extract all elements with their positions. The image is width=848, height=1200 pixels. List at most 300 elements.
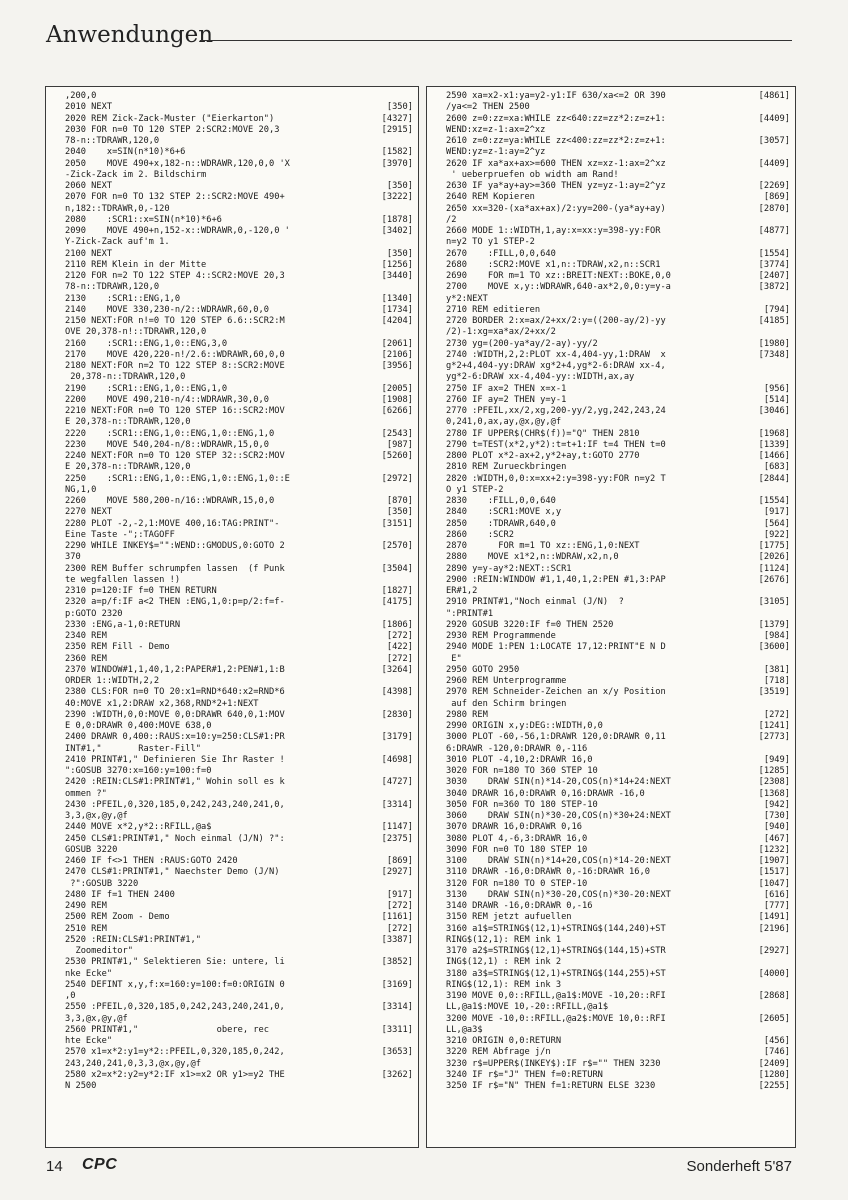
- checksum: [987]: [386, 439, 413, 450]
- code-line: [65, 339, 413, 350]
- code-text: 3000 PLOT -60,-56,1:DRAWR 120,0:DRAWR 0,11: [446, 732, 666, 743]
- code-line: [65, 530, 413, 541]
- code-text: hte Ecke": [65, 1036, 113, 1046]
- code-text: 2340 REM: [65, 631, 107, 641]
- code-text: Y-Zick-Zack auf'm 1.: [65, 237, 170, 248]
- code-line: [446, 305, 790, 316]
- code-line: [446, 1025, 790, 1036]
- code-line: [65, 114, 413, 125]
- code-text: 2710 REM editieren: [446, 304, 541, 315]
- code-line: [446, 125, 790, 136]
- code-text: 2480 IF f=1 THEN 2400: [65, 889, 175, 900]
- code-line: [446, 766, 790, 777]
- code-text: WEND:xz=z-1:ax=2^xz: [446, 124, 546, 135]
- code-line: [65, 1014, 413, 1025]
- code-line: [65, 912, 413, 923]
- checksum: [3504]: [381, 563, 413, 574]
- code-line: [446, 192, 790, 203]
- code-line: [65, 969, 413, 980]
- code-line: [65, 541, 413, 552]
- checksum: [4409]: [758, 158, 790, 169]
- checksum: [4000]: [758, 968, 790, 979]
- checksum: [2868]: [758, 991, 790, 1001]
- code-line: [65, 991, 413, 1002]
- code-line: [446, 530, 790, 541]
- code-text: 3150 REM jetzt aufuellen: [446, 912, 572, 923]
- code-line: [446, 294, 790, 305]
- code-line: [446, 552, 790, 563]
- code-line: [65, 620, 413, 631]
- code-text: 3110 DRAWR -16,0:DRAWR 0,-16:DRAWR 16,0: [446, 867, 650, 878]
- code-line: [65, 800, 413, 811]
- code-line: [65, 980, 413, 991]
- checksum: [4727]: [381, 777, 413, 788]
- code-text: 2350 REM Fill - Demo: [65, 642, 170, 653]
- checksum: [2005]: [381, 383, 413, 394]
- code-line: [65, 710, 413, 721]
- checksum: [3057]: [758, 136, 790, 146]
- code-text: 3050 FOR n=360 TO 180 STEP-10: [446, 799, 598, 810]
- checksum: [456]: [763, 1036, 790, 1046]
- checksum: [869]: [763, 192, 790, 203]
- code-line: [65, 159, 413, 170]
- code-line: [65, 856, 413, 867]
- code-text: ER#1,2: [446, 586, 478, 596]
- code-line: [446, 282, 790, 293]
- code-line: [65, 350, 413, 361]
- code-line: [446, 597, 790, 608]
- checksum: [3402]: [381, 226, 413, 236]
- code-line: [65, 1070, 413, 1081]
- checksum: [3852]: [381, 957, 413, 968]
- code-text: 2060 NEXT: [65, 181, 113, 191]
- code-text: 2380 CLS:FOR n=0 TO 20:x1=RND*640:x2=RND*6: [65, 687, 285, 698]
- code-line: [65, 687, 413, 698]
- code-text: ,200,0: [65, 91, 97, 101]
- magazine-logo: CPC: [82, 1156, 118, 1173]
- checksum: [3151]: [381, 518, 413, 529]
- code-text: 2440 MOVE x*2,y*2::RFILL,@a$: [65, 822, 212, 833]
- checksum: [3169]: [381, 979, 413, 990]
- code-line: [446, 890, 790, 901]
- checksum: [2106]: [381, 349, 413, 360]
- code-text: 2530 PRINT#1," Selektieren Sie: untere, li: [65, 957, 285, 968]
- code-text: yg*2-6:DRAW xx-4,404-yy::WIDTH,ax,ay: [446, 372, 635, 383]
- code-line: [446, 429, 790, 440]
- code-text: 2680 :SCR2:MOVE x1,n::TDRAW,x2,n::SCR1: [446, 259, 661, 270]
- code-line: [446, 249, 790, 260]
- code-line: [446, 417, 790, 428]
- code-text: 2330 :ENG,a-1,0:RETURN: [65, 619, 181, 630]
- code-text: 6:DRAWR -120,0:DRAWR 0,-116: [446, 743, 588, 754]
- checksum: [1339]: [758, 439, 790, 450]
- code-text: 2860 :SCR2: [446, 529, 514, 540]
- checksum: [1379]: [758, 619, 790, 630]
- code-text: 2120 FOR n=2 TO 122 STEP 4::SCR2:MOVE 20,3: [65, 271, 285, 281]
- checksum: [2255]: [758, 1081, 790, 1091]
- checksum: [350]: [386, 181, 413, 191]
- code-text: 2490 REM: [65, 901, 107, 911]
- code-line: [65, 462, 413, 473]
- checksum: [4204]: [381, 316, 413, 326]
- checksum: [2407]: [758, 271, 790, 281]
- code-line: [446, 687, 790, 698]
- code-text: 3,3,@x,@y,@f: [65, 1013, 128, 1024]
- code-text: 3140 DRAWR -16,0:DRAWR 0,-16: [446, 901, 593, 911]
- checksum: [870]: [386, 496, 413, 506]
- checksum: [3387]: [381, 934, 413, 945]
- code-text: auf den Schirm bringen: [446, 698, 567, 709]
- code-line: [65, 451, 413, 462]
- code-text: 370: [65, 552, 81, 563]
- code-text: n=y2 TO y1 STEP-2: [446, 237, 535, 248]
- code-line: [65, 732, 413, 743]
- checksum: [922]: [763, 529, 790, 540]
- code-text: 2750 IF ax=2 THEN x=x-1: [446, 383, 567, 394]
- code-text: 2920 GOSUB 3220:IF f=0 THEN 2520: [446, 619, 614, 630]
- code-text: 2180 NEXT:FOR n=2 TO 122 STEP 8::SCR2:MOVE: [65, 361, 285, 371]
- code-line: [446, 372, 790, 383]
- code-text: 2630 IF ya*ay+ay>=360 THEN yz=yz-1:ay=2^yz: [446, 181, 666, 191]
- code-text: NG,1,0: [65, 484, 97, 495]
- checksum: [272]: [386, 631, 413, 641]
- code-text: E 0,0:DRAWR 0,400:MOVE 638,0: [65, 721, 212, 731]
- checksum: [4398]: [381, 687, 413, 698]
- code-line: [65, 1047, 413, 1058]
- code-text: 2390 :WIDTH,0,0:MOVE 0,0:DRAWR 640,0,1:MOV: [65, 709, 285, 720]
- checksum: [984]: [763, 631, 790, 641]
- code-line: [65, 834, 413, 845]
- code-text: 2870 FOR m=1 TO xz::ENG,1,0:NEXT: [446, 541, 640, 551]
- code-text: 2190 :SCR1::ENG,1,0::ENG,1,0: [65, 383, 228, 394]
- code-line: [65, 372, 413, 383]
- code-line: [446, 777, 790, 788]
- code-line: [65, 440, 413, 451]
- code-text: 3250 IF r$="N" THEN f=1:RETURN ELSE 3230: [446, 1081, 656, 1091]
- code-text: 3210 ORIGIN 0,0:RETURN: [446, 1036, 562, 1046]
- code-line: [446, 800, 790, 811]
- code-text: 20,378-n::TDRAWR,120,0: [65, 372, 186, 383]
- code-line: [65, 496, 413, 507]
- checksum: [616]: [763, 889, 790, 900]
- code-line: [446, 440, 790, 451]
- checksum: [6266]: [381, 406, 413, 416]
- code-text: 2310 p=120:IF f=0 THEN RETURN: [65, 586, 217, 596]
- code-line: [446, 789, 790, 800]
- code-text: 2020 REM Zick-Zack-Muster ("Eierkarton"): [65, 113, 275, 124]
- code-text: 2090 MOVE 490+n,152-x::WDRAWR,0,-120,0 ': [65, 226, 290, 236]
- code-line: [446, 991, 790, 1002]
- code-text: 2930 REM Programmende: [446, 631, 556, 641]
- checksum: [272]: [386, 923, 413, 934]
- code-text: 2650 xx=320-(xa*ax+ax)/2:yy=200-(ya*ay+ay): [446, 203, 666, 214]
- code-text: ":PRINT#1: [446, 608, 494, 619]
- checksum: [2676]: [758, 574, 790, 585]
- code-line: [446, 1047, 790, 1058]
- checksum: [730]: [763, 811, 790, 821]
- code-line: [65, 901, 413, 912]
- code-text: 0,241,0,ax,ay,@x,@y,@f: [446, 417, 562, 428]
- checksum: [4698]: [381, 754, 413, 765]
- checksum: [1147]: [381, 822, 413, 833]
- code-line: [446, 485, 790, 496]
- code-text: 2880 MOVE x1*2,n::WDRAW,x2,n,0: [446, 552, 619, 563]
- code-text: n,182::TDRAWR,0,-120: [65, 203, 170, 214]
- code-text: 2420 :REIN:CLS#1:PRINT#1," Wohin soll es k: [65, 777, 285, 788]
- code-text: 2620 IF xa*ax+ax>=600 THEN xz=xz-1:ax=2^xz: [446, 158, 666, 169]
- code-line: [65, 1081, 413, 1092]
- code-line: [446, 170, 790, 181]
- code-text: 2640 REM Kopieren: [446, 192, 535, 203]
- code-text: 3120 FOR n=180 TO 0 STEP-10: [446, 878, 588, 889]
- code-line: [65, 766, 413, 777]
- code-text: 2290 WHILE INKEY$="":WEND::GMODUS,0:GOTO 2: [65, 541, 285, 551]
- code-text: 3080 PLOT 4,-6,3:DRAWR 16,0: [446, 833, 588, 844]
- code-line: [446, 901, 790, 912]
- code-text: E 20,378-n::TDRAWR,120,0: [65, 462, 191, 473]
- checksum: [350]: [386, 102, 413, 113]
- checksum: [683]: [763, 462, 790, 473]
- code-text: 2990 ORIGIN x,y:DEG::WIDTH,0,0: [446, 721, 603, 731]
- code-line: [446, 699, 790, 710]
- checksum: [2308]: [758, 777, 790, 788]
- code-line: [65, 474, 413, 485]
- checksum: [3311]: [381, 1024, 413, 1035]
- code-line: [65, 822, 413, 833]
- checksum: [2844]: [758, 473, 790, 484]
- code-text: 3220 REM Abfrage j/n: [446, 1047, 551, 1058]
- code-line: [65, 744, 413, 755]
- checksum: [746]: [763, 1047, 790, 1058]
- code-line: [65, 957, 413, 968]
- code-line: [65, 867, 413, 878]
- code-line: [446, 732, 790, 743]
- code-line: [65, 564, 413, 575]
- checksum: [2605]: [758, 1013, 790, 1024]
- code-line: [65, 597, 413, 608]
- header-rule: [200, 40, 792, 41]
- code-line: [446, 755, 790, 766]
- code-line: [446, 721, 790, 732]
- code-line: [65, 417, 413, 428]
- code-line: [446, 710, 790, 721]
- code-text: te wegfallen lassen !): [65, 574, 181, 585]
- code-line: [65, 879, 413, 890]
- code-line: [446, 204, 790, 215]
- code-text: 2110 REM Klein in der Mitte: [65, 259, 207, 270]
- checksum: [350]: [386, 507, 413, 518]
- code-text: 2040 x=SIN(n*10)*6+6: [65, 147, 186, 158]
- code-text: 2300 REM Buffer schrumpfen lassen (f Punk: [65, 563, 285, 574]
- code-text: 2890 y=y-ay*2:NEXT::SCR1: [446, 563, 572, 574]
- code-line: [446, 564, 790, 575]
- code-text: N 2500: [65, 1081, 97, 1091]
- checksum: [777]: [763, 901, 790, 911]
- checksum: [2409]: [758, 1058, 790, 1069]
- code-line: [65, 642, 413, 653]
- checksum: [2915]: [381, 124, 413, 135]
- listing-lines-right: [427, 87, 795, 1092]
- checksum: [2972]: [381, 473, 413, 484]
- code-line: [446, 631, 790, 642]
- code-line: [65, 575, 413, 586]
- code-text: 2460 IF f<>1 THEN :RAUS:GOTO 2420: [65, 856, 238, 866]
- code-text: ?":GOSUB 3220: [65, 878, 139, 889]
- checksum: [3264]: [381, 664, 413, 675]
- code-line: [446, 327, 790, 338]
- code-text: 78-n::TDRAWR,120,0: [65, 282, 160, 293]
- code-line: [446, 1002, 790, 1013]
- checksum: [1368]: [758, 788, 790, 799]
- code-text: Eine Taste -";:TAGOFF: [65, 529, 175, 540]
- code-text: 2250 :SCR1::ENG,1,0::ENG,1,0::ENG,1,0::E: [65, 473, 290, 484]
- code-line: [446, 406, 790, 417]
- checksum: [1827]: [381, 586, 413, 596]
- code-text: 2740 :WIDTH,2,2:PLOT xx-4,404-yy,1:DRAW x: [446, 349, 666, 360]
- code-text: ING$(12,1) : REM ink 2: [446, 957, 562, 968]
- code-text: RING$(12,1): REM ink 1: [446, 934, 562, 945]
- checksum: [942]: [763, 799, 790, 810]
- code-line: [65, 935, 413, 946]
- checksum: [3314]: [381, 799, 413, 810]
- checksum: [467]: [763, 833, 790, 844]
- code-line: [65, 305, 413, 316]
- checksum: [350]: [386, 248, 413, 259]
- code-line: [65, 294, 413, 305]
- code-text: 2960 REM Unterprogramme: [446, 676, 567, 686]
- checksum: [2830]: [381, 709, 413, 720]
- code-text: 2320 a=p/f:IF a<2 THEN :ENG,1,0:p=p/2:f=f-: [65, 597, 285, 608]
- checksum: [2570]: [381, 541, 413, 551]
- code-text: LL,@a1$:MOVE 10,-20::RFILL,@a1$: [446, 1002, 609, 1013]
- code-line: [446, 912, 790, 923]
- code-line: [446, 474, 790, 485]
- code-line: [65, 654, 413, 665]
- checksum: [3653]: [381, 1047, 413, 1058]
- code-text: 2050 MOVE 490+x,182-n::WDRAWR,120,0,0 'X: [65, 158, 290, 169]
- checksum: [3222]: [381, 192, 413, 203]
- code-text: 2450 CLS#1:PRINT#1," Noch einmal (J/N) ?":: [65, 833, 285, 844]
- code-text: p:GOTO 2320: [65, 608, 123, 619]
- code-line: [446, 316, 790, 327]
- code-text: 2070 FOR n=0 TO 132 STEP 2::SCR2:MOVE 490+: [65, 192, 285, 203]
- code-line: [446, 451, 790, 462]
- code-text: 2820 :WIDTH,0,0:x=xx+2:y=398-yy:FOR n=y2 T: [446, 473, 666, 484]
- code-text: 2700 MOVE x,y::WDRAWR,640-ax*2,0,0:y=y-a: [446, 282, 671, 293]
- code-line: [446, 744, 790, 755]
- code-text: 2260 MOVE 580,200-n/16::WDRAWR,15,0,0: [65, 496, 275, 506]
- code-line: [446, 496, 790, 507]
- code-line: [446, 586, 790, 597]
- code-line: [446, 1036, 790, 1047]
- code-line: [65, 777, 413, 788]
- code-text: 2210 NEXT:FOR n=0 TO 120 STEP 16::SCR2:MOV: [65, 406, 285, 416]
- code-text: 40:MOVE x1,2:DRAW x2,368,RND*2+1:NEXT: [65, 698, 259, 709]
- checksum: [2061]: [381, 338, 413, 349]
- code-text: 2230 MOVE 540,204-n/8::WDRAWR,15,0,0: [65, 439, 269, 450]
- code-line: [446, 676, 790, 687]
- code-text: 3190 MOVE 0,0::RFILL,@a1$:MOVE -10,20::RFI: [446, 991, 666, 1001]
- code-line: [446, 519, 790, 530]
- code-line: [65, 384, 413, 395]
- issue-label: Sonderheft 5'87: [686, 1158, 792, 1175]
- code-line: [65, 946, 413, 957]
- checksum: [2927]: [381, 867, 413, 878]
- code-line: [65, 1059, 413, 1070]
- code-text: 2690 FOR m=1 TO xz::BREIT:NEXT::BOKE,0,0: [446, 271, 671, 281]
- code-text: 3060 DRAW SIN(n)*30-20,COS(n)*30+24:NEXT: [446, 811, 671, 821]
- checksum: [1554]: [758, 496, 790, 506]
- code-text: 3160 a1$=STRING$(12,1)+STRING$(144,240)+ST: [446, 923, 666, 934]
- code-line: [446, 395, 790, 406]
- code-line: [446, 822, 790, 833]
- code-line: [446, 620, 790, 631]
- checksum: [2269]: [758, 181, 790, 191]
- checksum: [3046]: [758, 406, 790, 416]
- checksum: [3440]: [381, 271, 413, 281]
- checksum: [917]: [386, 889, 413, 900]
- checksum: [1256]: [381, 259, 413, 270]
- checksum: [2543]: [381, 428, 413, 439]
- code-line: [446, 845, 790, 856]
- checksum: [1806]: [381, 619, 413, 630]
- code-text: 2980 REM: [446, 709, 488, 720]
- checksum: [272]: [386, 901, 413, 911]
- code-text: 3070 DRAWR 16,0:DRAWR 0,16: [446, 822, 582, 833]
- checksum: [5260]: [381, 451, 413, 461]
- code-line: [446, 665, 790, 676]
- code-text: 2830 :FILL,0,0,640: [446, 496, 556, 506]
- code-text: 2670 :FILL,0,0,640: [446, 248, 556, 259]
- code-text: 2560 PRINT#1," obere, rec: [65, 1024, 269, 1035]
- checksum: [3774]: [758, 259, 790, 270]
- code-text: 3180 a3$=STRING$(12,1)+STRING$(144,255)+ST: [446, 968, 666, 979]
- code-line: [446, 159, 790, 170]
- code-text: 3240 IF r$="J" THEN f=0:RETURN: [446, 1069, 603, 1080]
- code-text: 3010 PLOT -4,10,2:DRAWR 16,0: [446, 754, 593, 765]
- code-text: 2910 PRINT#1,"Noch einmal (J/N) ?: [446, 597, 624, 608]
- code-line: [446, 575, 790, 586]
- code-text: 2780 IF UPPER$(CHR$(f))="Q" THEN 2810: [446, 428, 640, 439]
- code-text: 2590 xa=x2-x1:ya=y2-y1:IF 630/xa<=2 OR 390: [446, 91, 666, 101]
- code-line: [65, 282, 413, 293]
- code-text: 2400 DRAWR 0,400::RAUS:x=10:y=250:CLS#1:PR: [65, 732, 285, 743]
- code-line: [65, 226, 413, 237]
- code-line: [446, 541, 790, 552]
- listing-column-right: [426, 86, 796, 1148]
- code-text: OVE 20,378-n!::TDRAWR,120,0: [65, 327, 207, 338]
- code-text: 2720 BORDER 2:x=ax/2+xx/2:y=((200-ay/2)-yy: [446, 316, 666, 326]
- code-text: 2270 NEXT: [65, 507, 113, 518]
- code-text: 3090 FOR n=0 TO 180 STEP 10: [446, 844, 588, 855]
- code-line: [65, 91, 413, 102]
- code-text: 2470 CLS#1:PRINT#1," Naechster Demo (J/N): [65, 867, 280, 878]
- checksum: [917]: [763, 507, 790, 518]
- code-text: 2150 NEXT:FOR n!=0 TO 120 STEP 6.6::SCR2:M: [65, 316, 285, 326]
- code-line: [446, 215, 790, 226]
- checksum: [2927]: [758, 946, 790, 956]
- code-text: 2080 :SCR1::x=SIN(n*10)*6+6: [65, 214, 222, 225]
- code-text: 3230 r$=UPPER$(INKEY$):IF r$="" THEN 3230: [446, 1058, 661, 1069]
- code-line: [446, 969, 790, 980]
- checksum: [3956]: [381, 361, 413, 371]
- code-text: 2240 NEXT:FOR n=0 TO 120 STEP 32::SCR2:MOV: [65, 451, 285, 461]
- code-text: 2660 MODE 1::WIDTH,1,ay:x=xx:y=398-yy:FOR: [446, 226, 661, 236]
- code-text: 2940 MODE 1:PEN 1:LOCATE 17,12:PRINT"E N D: [446, 642, 666, 653]
- code-line: [65, 215, 413, 226]
- code-line: [65, 507, 413, 518]
- code-text: 2770 :PFEIL,xx/2,xg,200-yy/2,yg,242,243,24: [446, 406, 666, 416]
